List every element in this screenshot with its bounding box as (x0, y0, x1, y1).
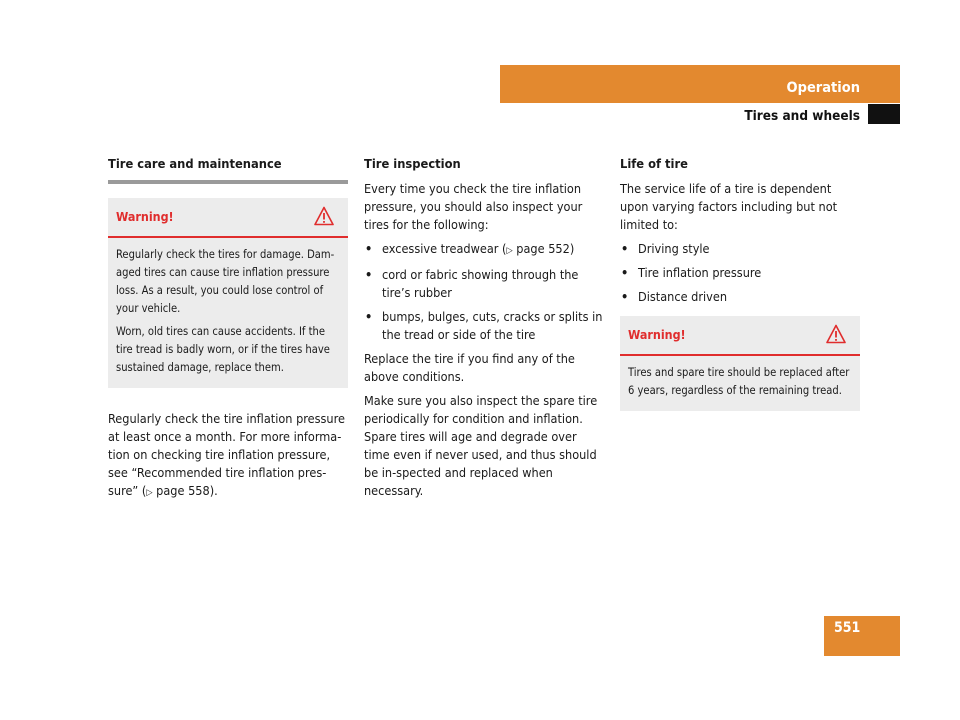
heading-tire-inspection: Tire inspection (364, 157, 461, 172)
page-ref-link[interactable]: page 558). (156, 483, 218, 498)
replace-paragraph: Replace the tire if you find any of the above conditions. (364, 351, 575, 384)
warning-paragraph: Worn, old tires can cause accidents. If the tire tread is badly worn, or if the tires have sustained damage, replace them. (116, 325, 330, 374)
life-intro: The service life of a tire is dependent upon varying factors including but not limited to: (620, 181, 838, 232)
column-tire-care (108, 156, 348, 508)
subsection-title: Tires and wheels (744, 108, 860, 124)
inspection-list (364, 240, 604, 344)
page-number: 551 (834, 620, 861, 636)
life-factors-list (620, 240, 860, 306)
heading-rule (108, 180, 348, 184)
column-tire-inspection (364, 156, 604, 506)
list-item (364, 240, 604, 260)
section-title: Operation (786, 80, 860, 96)
inflation-paragraph (108, 410, 348, 502)
warning-label: Warning! (116, 209, 174, 224)
inflation-text: Regularly check the tire inflation pressure at least once a month. For more informa-tion on checking tire inflation pressure, see “Recommended tire inflation pres-sure” ( (108, 411, 345, 498)
warning-body (108, 238, 348, 388)
subsection-marker (868, 104, 900, 124)
list-item: • Tire inflation pressure (620, 264, 860, 282)
heading-tire-care: Tire care and maintenance (108, 157, 282, 172)
warning-paragraph: Regularly check the tires for damage. Dam-aged tires can cause tire inflation pressure loss. As a result, you could lose control of your vehicle. (116, 248, 335, 315)
warning-triangle-icon (314, 206, 334, 226)
page-number-box (824, 616, 900, 656)
page-ref-link[interactable]: page 552) (516, 241, 575, 256)
warning-header (620, 316, 860, 356)
warning-paragraph: Tires and spare tire should be replaced after 6 years, regardless of the remaining tread. (628, 366, 850, 397)
list-item: • cord or fabric showing through the tire’s rubber (364, 266, 604, 302)
warning-header (108, 198, 348, 238)
heading-life-of-tire: Life of tire (620, 157, 688, 172)
warning-triangle-icon (826, 324, 846, 344)
page-ref-arrow-icon: ▷ (146, 488, 153, 498)
list-item: • Distance driven (620, 288, 860, 306)
list-item: • Driving style (620, 240, 860, 258)
warning-body (620, 356, 860, 411)
warning-label: Warning! (628, 327, 686, 342)
warning-box (108, 198, 348, 388)
column-life-of-tire (620, 156, 860, 433)
spare-tire-paragraph: Make sure you also inspect the spare tire periodically for condition and inflation. Spare tires will age and degrade over time even if never used, and thus should be in-spected and replaced when necessary. (364, 393, 598, 498)
page-ref-arrow-icon: ▷ (506, 246, 513, 256)
list-item-text: excessive treadwear ( (382, 241, 507, 256)
list-item: • bumps, bulges, cuts, cracks or splits in the tread or side of the tire (364, 308, 604, 344)
warning-box (620, 316, 860, 411)
inspection-intro: Every time you check the tire inflation pressure, you should also inspect your tires for the following: (364, 181, 583, 232)
section-header-bar (500, 65, 900, 103)
